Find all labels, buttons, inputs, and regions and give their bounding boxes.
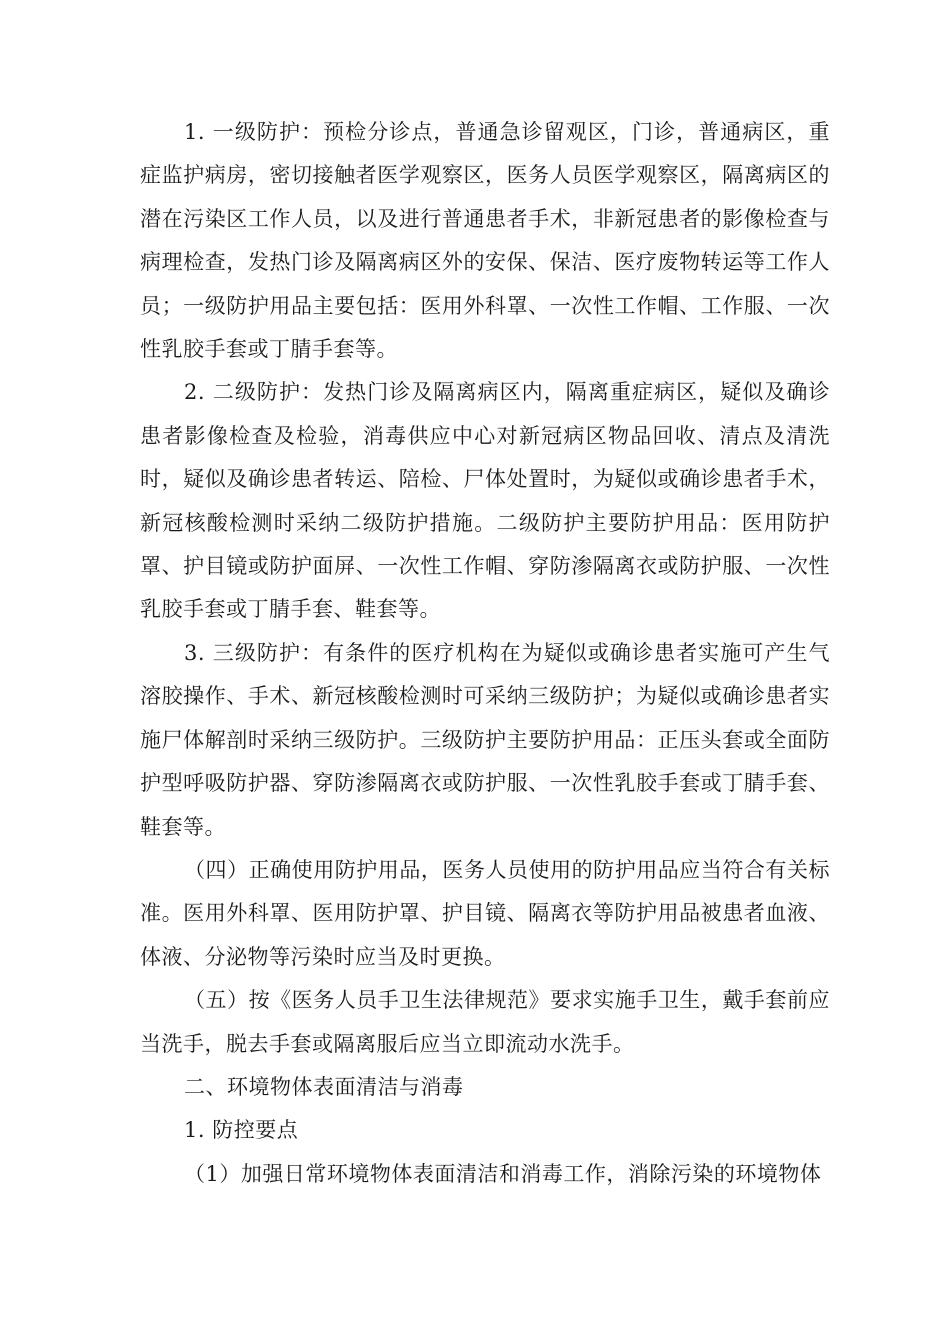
section-heading-environmental-cleaning: 二、环境物体表面清洁与消毒 [184,1074,464,1099]
document-body [140,111,830,1196]
paragraph-level-two-protection: 2. 二级防护：发热门诊及隔离病区内，隔离重症病区，疑似及确诊患者影像检查及检验，消毒供应中心对新冠病区物品回收、清点及清洗时，疑似及确诊患者转运、陪检、尸体处置时，为疑似或确诊患者手术，新冠核酸检测时采纳二级防护措施。二级防护主要防护用品：医用防护罩、护目镜或防护面屏、一次性工作帽、穿防渗隔离衣或防护服、一次性乳胶手套或丁腈手套、鞋套等。 [140,380,830,622]
paragraph-daily-surface-cleaning: （1）加强日常环境物体表面清洁和消毒工作，消除污染的环境物体 [184,1161,822,1186]
paragraph-correct-use-of-protective-equipment: （四）正确使用防护用品，医务人员使用的防护用品应当符合有关标准。医用外科罩、医用防护罩、护目镜、隔离衣等防护用品被患者血液、体液、分泌物等污染时应当及时更换。 [140,857,830,969]
paragraph-level-one-protection: 1. 一级防护：预检分诊点，普通急诊留观区，门诊，普通病区，重症监护病房，密切接触者医学观察区，医务人员医学观察区，隔离病区的潜在污染区工作人员，以及进行普通患者手术，非新冠患者的影像检查与病理检查，发热门诊及隔离病区外的安保、保洁、医疗废物转运等工作人员；一级防护用品主要包括：医用外科罩、一次性工作帽、工作服、一次性乳胶手套或丁腈手套等。 [140,120,830,362]
paragraph-level-three-protection: 3. 三级防护：有条件的医疗机构在为疑似或确诊患者实施可产生气溶胶操作、手术、新冠核酸检测时可采纳三级防护；为疑似或确诊患者实施尸体解剖时采纳三级防护。三级防护主要防护用品：正压头套或全面防护型呼吸防护器、穿防渗隔离衣或防护服、一次性乳胶手套或丁腈手套、鞋套等。 [140,640,830,839]
paragraph-hand-hygiene: （五）按《医务人员手卫生法律规范》要求实施手卫生，戴手套前应当洗手，脱去手套或隔离服后应当立即流动水洗手。 [140,988,830,1056]
subsection-heading-control-points: 1. 防控要点 [184,1118,299,1143]
